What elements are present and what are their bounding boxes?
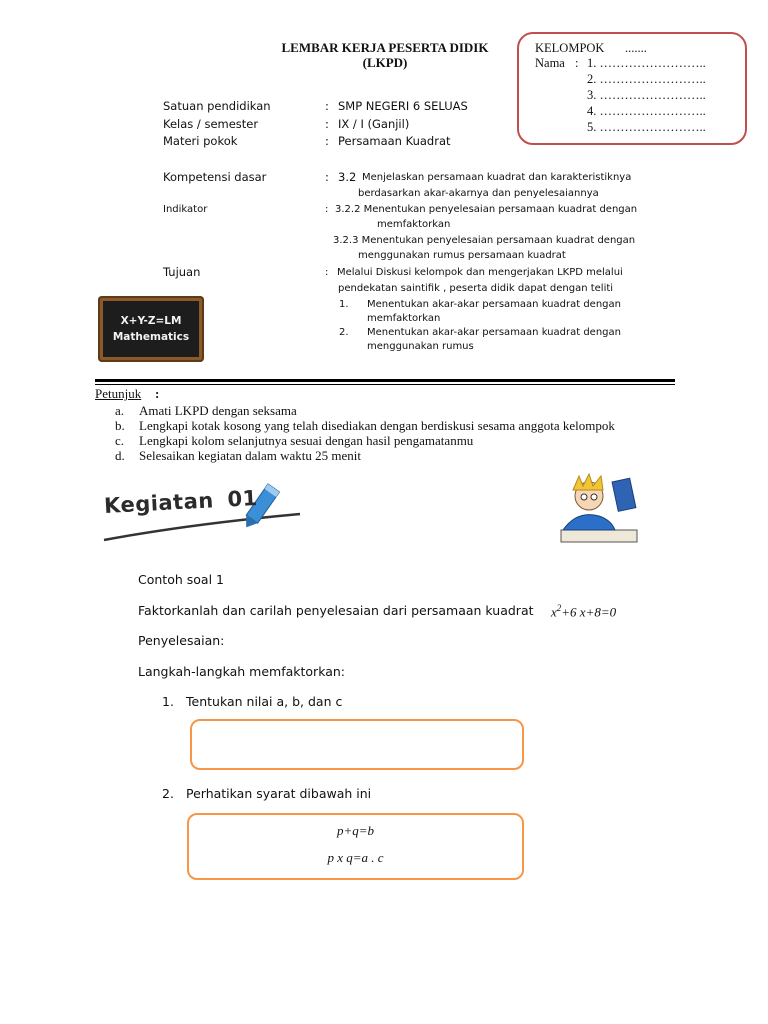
quadratic-equation [551, 603, 616, 620]
colon: : [325, 99, 329, 113]
tujuan-item-text: memfaktorkan [367, 313, 441, 324]
petunjuk-item: Lengkapi kotak kosong yang telah disediakan dengan berdiskusi sesama anggota kelompok [139, 418, 615, 433]
kompetensi-number: 3.2 [338, 170, 357, 184]
step-number: 1. [162, 694, 174, 709]
petunjuk-letter: b. [115, 418, 125, 433]
kelompok-label: KELOMPOK [535, 41, 605, 55]
petunjuk-letter: d. [115, 448, 125, 463]
langkah-label: Langkah-langkah memfaktorkan: [138, 664, 346, 679]
indikator-1-text-2: memfaktorkan [377, 219, 451, 230]
colon: : [325, 117, 329, 131]
tujuan-text-1: Melalui Diskusi kelompok dan mengerjakan LKPD melalui [337, 267, 623, 278]
step-number: 2. [162, 786, 174, 801]
soal-text: Faktorkanlah dan carilah penyelesaian dari persamaan kuadrat [138, 603, 534, 618]
nama-colon: : [575, 56, 579, 70]
member-line-2[interactable]: 2. …………………….. [587, 72, 706, 86]
indikator-2-text-1: 3.2.3 Menentukan penyelesaian persamaan kuadrat dengan [333, 235, 636, 246]
step-text: Perhatikan syarat dibawah ini [186, 786, 372, 801]
petunjuk-letter: a. [115, 403, 125, 418]
syarat-box [187, 813, 524, 880]
answer-box-abc[interactable] [190, 719, 524, 770]
kegiatan-word: Kegiatan [103, 488, 215, 519]
indikator-label: Indikator [163, 204, 208, 215]
petunjuk-item: Selesaikan kegiatan dalam waktu 25 menit [139, 448, 362, 463]
equation-exponent: 2 [556, 603, 562, 613]
kompetensi-text-1: Menjelaskan persamaan kuadrat dan karakteristiknya [362, 172, 632, 183]
tujuan-item-text: Menentukan akar-akar persamaan kuadrat dengan [367, 327, 621, 338]
indikator-2-text-2: menggunakan rumus persamaan kuadrat [358, 250, 566, 261]
satuan-value: SMP NEGERI 6 SELUAS [338, 99, 468, 113]
kompetensi-text-2: berdasarkan akar-akarnya dan penyelesaiannya [358, 188, 599, 199]
tujuan-label: Tujuan [163, 265, 201, 279]
kelompok-box [517, 32, 747, 145]
chalkboard-subject: Mathematics [112, 331, 190, 343]
section-divider [95, 379, 675, 382]
colon: : [325, 267, 329, 278]
page-subtitle: (LKPD) [362, 55, 408, 70]
petunjuk-letter: c. [115, 433, 125, 448]
tujuan-item-number: 1. [339, 299, 349, 310]
petunjuk-colon: : [155, 386, 160, 401]
student-reading-illustration [553, 470, 643, 550]
kegiatan-underline [104, 514, 300, 540]
colon: : [325, 134, 329, 148]
tujuan-item-text: menggunakan rumus [367, 341, 474, 352]
chalkboard-equation: X+Y-Z=LM [120, 315, 182, 327]
equation-base: x [551, 604, 557, 620]
kelompok-dots: ....... [625, 41, 647, 55]
colon: : [325, 204, 329, 215]
materi-value: Persamaan Kuadrat [338, 134, 451, 148]
tujuan-text-2: pendekatan saintifik , peserta didik dapat dengan teliti [338, 283, 614, 294]
member-line-5[interactable]: 5. …………………….. [587, 120, 706, 134]
petunjuk-item: Lengkapi kolom selanjutnya sesuai dengan hasil pengamatanmu [139, 433, 474, 448]
contoh-soal-title: Contoh soal 1 [138, 572, 224, 587]
indikator-1-text-1: 3.2.2 Menentukan penyelesaian persamaan kuadrat dengan [335, 204, 638, 215]
formula-product: p x q=a . c [327, 850, 384, 865]
kelas-label: Kelas / semester [163, 117, 259, 131]
tujuan-item-number: 2. [339, 327, 349, 338]
tujuan-item-text: Menentukan akar-akar persamaan kuadrat dengan [367, 299, 621, 310]
materi-label: Materi pokok [163, 134, 238, 148]
kegiatan-number: 01 [226, 485, 259, 512]
step-text: Tentukan nilai a, b, dan c [186, 694, 343, 709]
section-divider-thin [95, 384, 675, 385]
formula-sum: p+q=b [336, 823, 375, 838]
member-line-4[interactable]: 4. …………………….. [587, 104, 706, 118]
nama-label: Nama [535, 56, 565, 70]
student-body-icon [563, 515, 615, 530]
chalkboard-image [98, 296, 204, 362]
member-line-3[interactable]: 3. …………………….. [587, 88, 706, 102]
kelas-value: IX / I (Ganjil) [338, 117, 410, 131]
member-line-1[interactable]: 1. …………………….. [587, 56, 706, 70]
held-book-icon [612, 478, 636, 511]
satuan-label: Satuan pendidikan [163, 99, 271, 113]
page-title: LEMBAR KERJA PESERTA DIDIK [281, 40, 489, 55]
colon: : [325, 170, 329, 184]
penyelesaian-label: Penyelesaian: [138, 633, 225, 648]
desk-book-icon [561, 530, 637, 542]
equation-rest: +6 x+8=0 [561, 604, 617, 620]
student-hair-icon [573, 474, 603, 490]
petunjuk-title: Petunjuk [95, 386, 142, 401]
kompetensi-label: Kompetensi dasar [163, 170, 267, 184]
petunjuk-item: Amati LKPD dengan seksama [139, 403, 297, 418]
chalkboard-surface [103, 301, 199, 357]
